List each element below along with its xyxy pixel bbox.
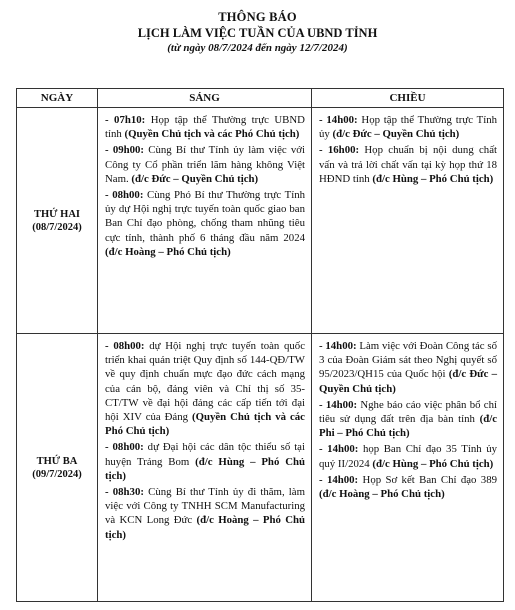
entry-time: - 08h30: bbox=[105, 486, 144, 499]
schedule-entry bbox=[105, 143, 305, 186]
document-header bbox=[0, 0, 515, 54]
entry-time: - 07h10: bbox=[105, 114, 146, 126]
schedule-entry bbox=[319, 398, 497, 441]
schedule-entry bbox=[319, 143, 497, 186]
morning-cell bbox=[98, 334, 312, 602]
schedule-entry bbox=[105, 113, 305, 141]
schedule-entry bbox=[105, 188, 305, 259]
entry-attendees: (đ/c Hoàng – Phó Chủ tịch) bbox=[105, 245, 231, 258]
table-row bbox=[17, 108, 504, 334]
date-range: (từ ngày 08/7/2024 đến ngày 12/7/2024) bbox=[167, 42, 348, 54]
schedule-entry bbox=[319, 473, 497, 501]
entry-time: - 08h00: bbox=[105, 340, 145, 352]
entry-text: Làm việc với Đoàn Công tác số 3 của Đoàn Giám sát theo Nghị quyết số 95/2023/QH15 của Quốc hội bbox=[319, 340, 497, 381]
column-header-afternoon: CHIỀU bbox=[312, 89, 504, 108]
entry-time: - 14h00: bbox=[319, 340, 357, 352]
entry-time: - 09h00: bbox=[105, 144, 145, 157]
entry-text: Cùng Bí thư Tỉnh ủy làm việc với Công ty Cổ phần triển lãm hàng không Việt Nam. bbox=[105, 144, 305, 185]
day-date: (08/7/2024) bbox=[32, 221, 82, 233]
entry-time: - 14h00: bbox=[319, 473, 359, 486]
morning-cell bbox=[98, 108, 312, 334]
entry-text: Họp tập thể Thường trực UBND tỉnh bbox=[105, 114, 305, 141]
entry-time: - 14h00: bbox=[319, 398, 358, 411]
entry-time: - 16h00: bbox=[319, 144, 360, 157]
entry-attendees: (đ/c Đức – Quyền Chủ tịch) bbox=[131, 172, 259, 185]
schedule-entry bbox=[319, 113, 497, 141]
entry-attendees: (đ/c Hùng – Phó Chủ tịch) bbox=[105, 455, 306, 482]
day-name: THỨ BA bbox=[36, 455, 78, 467]
day-date: (09/7/2024) bbox=[32, 468, 82, 480]
entry-attendees: (Quyền Chủ tịch và các Phó Chủ tịch) bbox=[124, 128, 300, 141]
afternoon-cell bbox=[312, 108, 504, 334]
table-header-row bbox=[17, 89, 504, 108]
table-row bbox=[17, 334, 504, 602]
entry-text: họp Ban Chỉ đạo 35 Tỉnh ủy quý II/2024 bbox=[319, 443, 497, 470]
day-name: THỨ HAI bbox=[34, 208, 80, 220]
entry-text: Cùng Phó Bí thư Thường trực Tỉnh ủy dự Hội nghị trực tuyến toàn quốc giao ban Ban Chỉ đạo phòng, chống tham nhũng tiêu cực tỉnh, thành phố 6 tháng đầu năm 2024 bbox=[105, 189, 305, 244]
entry-text: Nghe báo cáo việc phân bổ chỉ tiêu sử dụng đất trên địa bàn tỉnh bbox=[319, 398, 497, 426]
entry-time: - 14h00: bbox=[319, 114, 358, 126]
entry-time: - 14h00: bbox=[319, 443, 359, 456]
entry-text: Họp chuẩn bị nội dung chất vấn và trả lời chất vấn tại kỳ họp thứ 18 HĐND tỉnh bbox=[319, 144, 497, 185]
schedule-title: LỊCH LÀM VIỆC TUẦN CỦA UBND TỈNH bbox=[137, 26, 378, 40]
schedule-body bbox=[17, 108, 504, 602]
column-header-morning: SÁNG bbox=[98, 89, 312, 108]
entry-text: dự Hội nghị trực tuyến toàn quốc triển khai quán triệt Quy định số 144-QĐ/TW về quy định chuẩn mực đạo đức cách mạng của cán bộ, đảng viên và Chỉ thị số 35-CT/TW về đại hội đảng các cấp tiến tới đại hội XIV của Đảng bbox=[105, 340, 305, 424]
day-cell bbox=[17, 108, 98, 334]
afternoon-cell bbox=[312, 334, 504, 602]
entry-attendees: (đ/c Hoàng – Phó Chủ tịch) bbox=[105, 514, 305, 541]
entry-time: - 08h00: bbox=[105, 441, 144, 454]
schedule-entry bbox=[105, 485, 305, 542]
entry-attendees: (đ/c Hoàng – Phó Chủ tịch) bbox=[319, 488, 445, 501]
entry-attendees: (đ/c Hùng – Phó Chủ tịch) bbox=[372, 172, 494, 185]
entry-attendees: (Quyền Chủ tịch và các Phó Chủ tịch) bbox=[105, 411, 305, 438]
column-header-day: NGÀY bbox=[17, 89, 98, 108]
entry-text: dự Đại hội các dân tộc thiểu số tại huyện Trảng Bom bbox=[105, 441, 305, 468]
schedule-entry bbox=[105, 440, 305, 483]
day-cell bbox=[17, 334, 98, 602]
entry-attendees: (đ/c Hùng – Phó Chủ tịch) bbox=[372, 457, 494, 470]
entry-text: Họp tập thể Thường trực Tỉnh ủy bbox=[319, 114, 497, 141]
schedule-table bbox=[16, 88, 504, 602]
schedule-entry bbox=[319, 442, 497, 470]
schedule-entry bbox=[319, 339, 497, 396]
entry-attendees: (đ/c Phi – Phó Chủ tịch) bbox=[319, 413, 497, 440]
notice-title: THÔNG BÁO bbox=[218, 10, 297, 24]
entry-time: - 08h00: bbox=[105, 189, 144, 202]
schedule-entry bbox=[105, 339, 305, 438]
entry-attendees: (đ/c Đức – Quyền Chủ tịch) bbox=[319, 368, 497, 395]
entry-text: Cùng Bí thư Tỉnh ủy đi thăm, làm việc với Công ty TNHH SCM Manufacturing và KCN Long Đức bbox=[105, 486, 306, 527]
entry-attendees: (đ/c Đức – Quyền Chủ tịch) bbox=[332, 128, 460, 141]
entry-text: Họp Sơ kết Ban Chỉ đạo 389 bbox=[358, 473, 497, 486]
